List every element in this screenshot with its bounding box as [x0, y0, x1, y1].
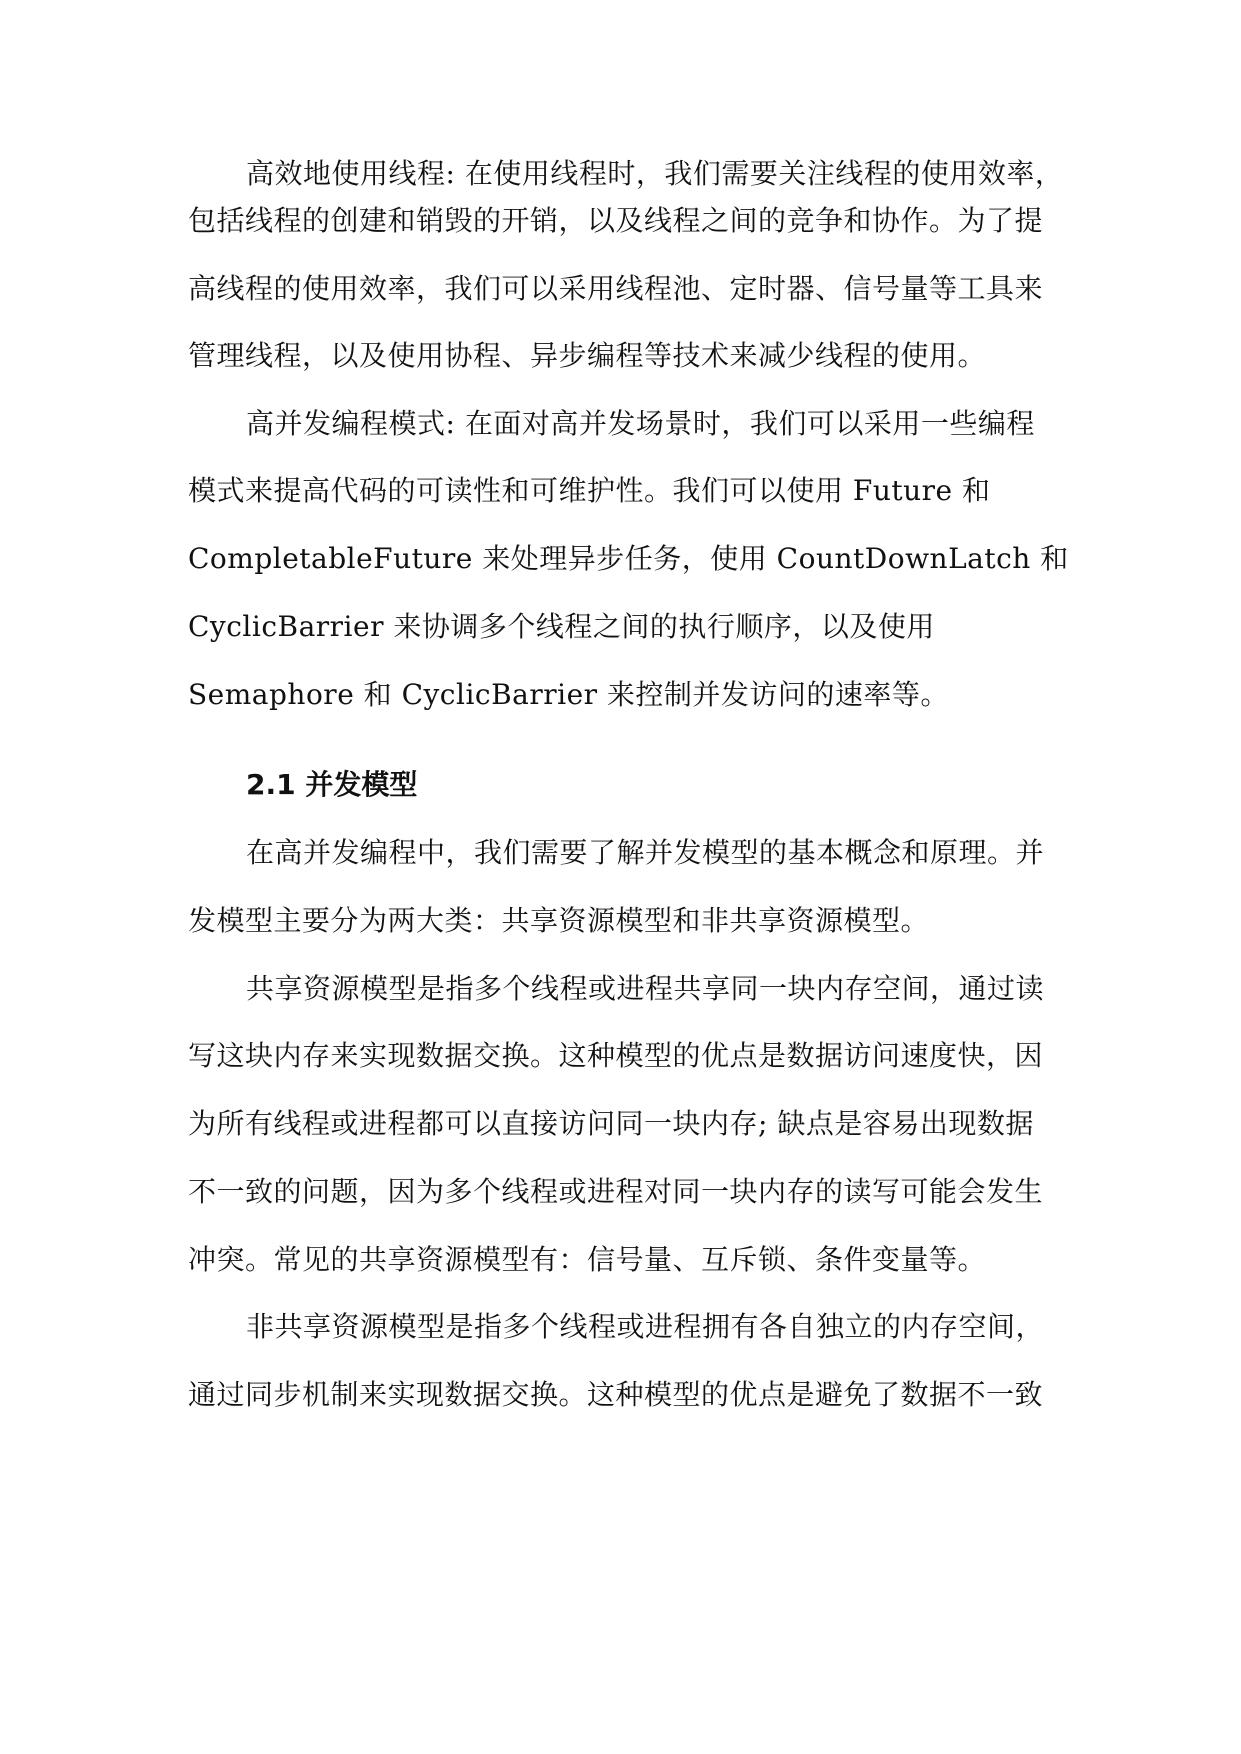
paragraph-line: CompletableFuture 来处理异步任务，使用 CountDownLatch 和 [188, 542, 1069, 575]
paragraph-line: Semaphore 和 CyclicBarrier 来控制并发访问的速率等。 [188, 678, 949, 711]
paragraph-line: 高线程的使用效率，我们可以采用线程池、定时器、信号量等工具来 [188, 272, 1044, 305]
paragraph-line: 模式来提高代码的可读性和可维护性。我们可以使用 Future 和 [188, 474, 991, 507]
paragraph-line: 管理线程，以及使用协程、异步编程等技术来减少线程的使用。 [188, 339, 987, 372]
section-heading: 2.1 并发模型 [246, 768, 418, 801]
paragraph-line: 通过同步机制来实现数据交换。这种模型的优点是避免了数据不一致 [188, 1378, 1044, 1411]
paragraph-line: 高并发编程模式: 在面对高并发场景时，我们可以采用一些编程 [246, 407, 1035, 440]
paragraph-line: 发模型主要分为两大类：共享资源模型和非共享资源模型。 [188, 904, 930, 937]
paragraph-line: 高效地使用线程: 在使用线程时，我们需要关注线程的使用效率， [246, 157, 1064, 190]
paragraph-line: 包括线程的创建和销毁的开销，以及线程之间的竞争和协作。为了提 [188, 204, 1044, 237]
paragraph-line: CyclicBarrier 来协调多个线程之间的执行顺序，以及使用 [188, 610, 935, 643]
paragraph-line: 写这块内存来实现数据交换。这种模型的优点是数据访问速度快，因 [188, 1039, 1044, 1072]
paragraph-line: 共享资源模型是指多个线程或进程共享同一块内存空间，通过读 [246, 972, 1045, 1005]
paragraph-line: 不一致的问题，因为多个线程或进程对同一块内存的读写可能会发生 [188, 1175, 1044, 1208]
paragraph-line: 非共享资源模型是指多个线程或进程拥有各自独立的内存空间， [246, 1310, 1045, 1343]
paragraph-line: 在高并发编程中，我们需要了解并发模型的基本概念和原理。并 [246, 836, 1045, 869]
paragraph-line: 为所有线程或进程都可以直接访问同一块内存; 缺点是容易出现数据 [188, 1107, 1034, 1140]
paragraph-line: 冲突。常见的共享资源模型有：信号量、互斥锁、条件变量等。 [188, 1243, 987, 1276]
